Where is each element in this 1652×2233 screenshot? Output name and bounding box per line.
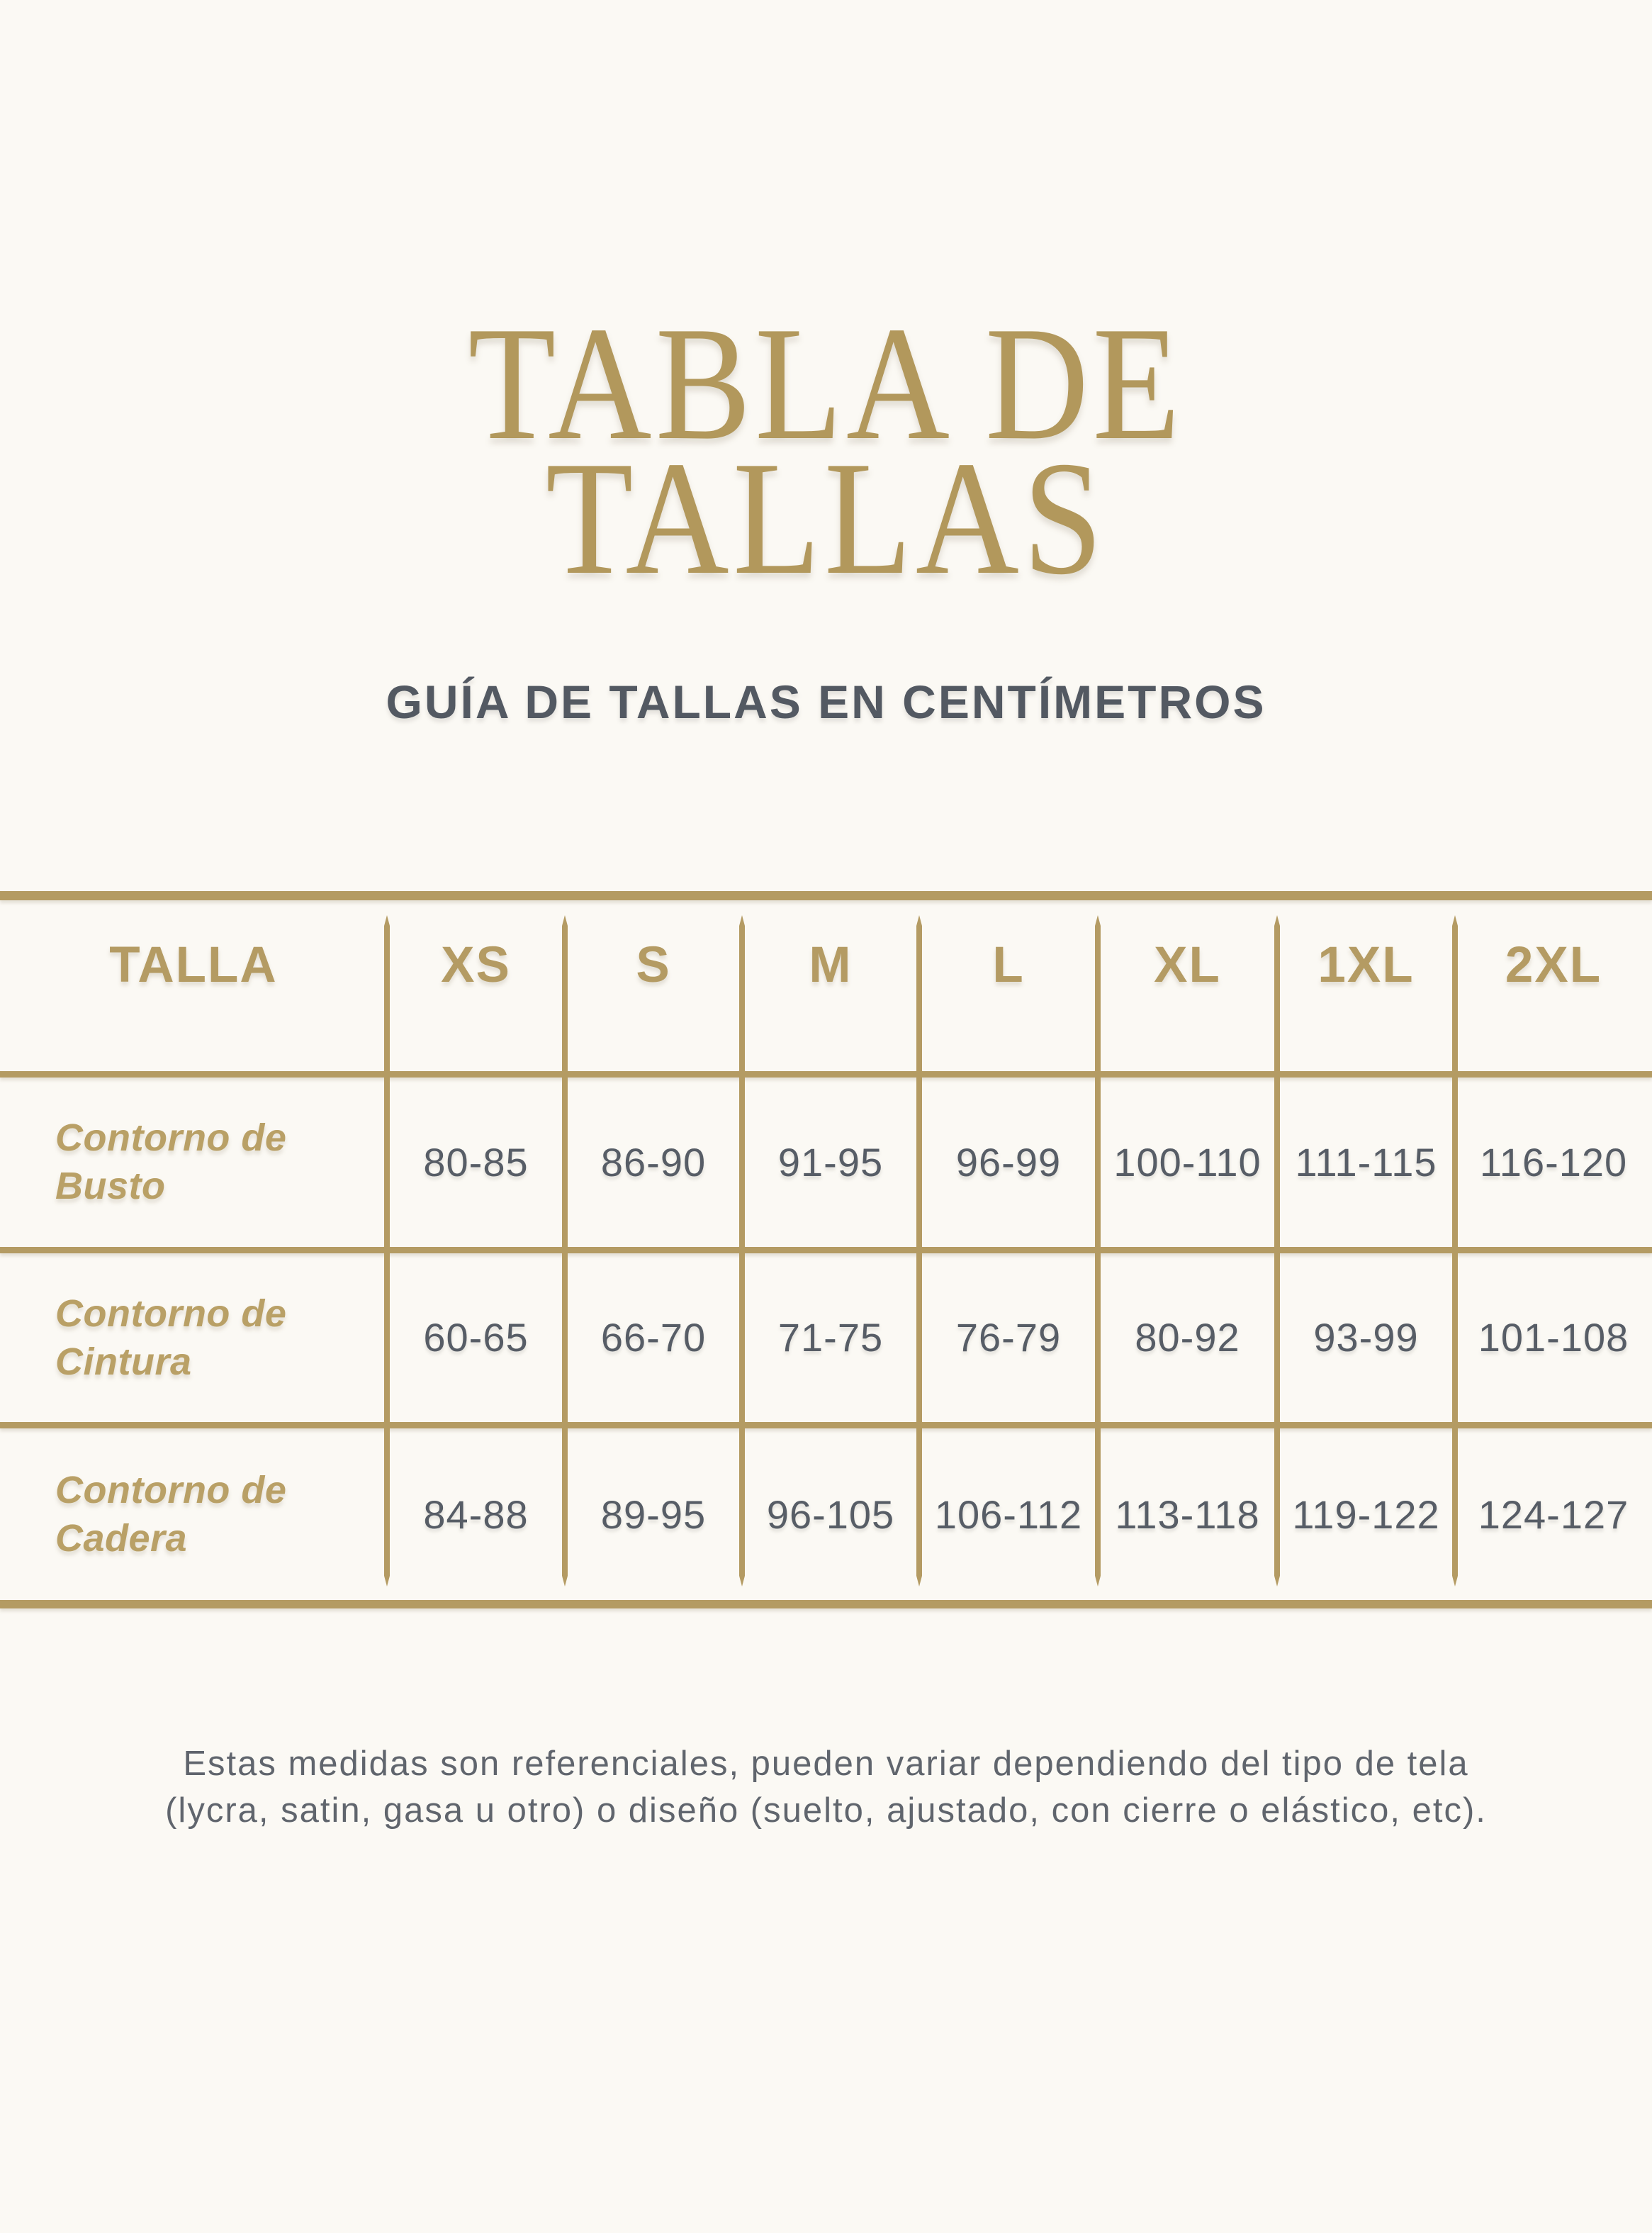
cell-cadera-l: 106-112 — [934, 1492, 1083, 1537]
cell-cintura-1xl: 93-99 — [1313, 1315, 1419, 1360]
footnote — [0, 1740, 1652, 1834]
footnote-line-2: (lycra, satin, gasa u otro) o diseño (suelto, ajustado, con cierre o elástico, etc). — [165, 1791, 1487, 1830]
cell-cintura-xs: 60-65 — [423, 1315, 529, 1360]
page-subtitle: GUÍA DE TALLAS EN CENTÍMETROS — [386, 676, 1266, 728]
row-label-busto-line-1: Contorno de — [55, 1116, 287, 1159]
cell-cintura-l: 76-79 — [955, 1315, 1062, 1360]
cell-cintura-s: 66-70 — [600, 1315, 707, 1360]
row-label-cintura-line-2: Cintura — [55, 1340, 192, 1383]
row-label-cadera-line-2: Cadera — [55, 1517, 188, 1560]
cell-busto-1xl: 111-115 — [1295, 1139, 1437, 1185]
cell-cadera-2xl: 124-127 — [1478, 1492, 1629, 1537]
cell-cadera-1xl: 119-122 — [1292, 1492, 1440, 1537]
header-cell-talla: TALLA — [109, 936, 278, 993]
header-cell-m: M — [809, 936, 853, 993]
row-label-busto-line-2: Busto — [55, 1165, 166, 1207]
header-cell-l: L — [992, 936, 1025, 993]
header-cell-1xl: 1XL — [1317, 936, 1415, 993]
footnote-line-1: Estas medidas son referenciales, pueden variar dependiendo del tipo de tela — [183, 1745, 1469, 1783]
cell-busto-xs: 80-85 — [423, 1139, 529, 1185]
cell-cadera-xl: 113-118 — [1115, 1492, 1260, 1537]
row-label-busto — [0, 1074, 387, 1250]
page-title-line-1: TABLA DE — [468, 292, 1184, 474]
page-title-line-2: TALLAS — [545, 427, 1107, 608]
row-label-cadera — [0, 1425, 387, 1604]
cell-cadera-xs: 84-88 — [423, 1492, 529, 1537]
cell-busto-l: 96-99 — [955, 1139, 1062, 1185]
cell-cadera-m: 96-105 — [766, 1492, 895, 1537]
cell-busto-xl: 100-110 — [1113, 1139, 1262, 1185]
cell-busto-2xl: 116-120 — [1479, 1139, 1628, 1185]
cell-cadera-s: 89-95 — [600, 1492, 707, 1537]
cell-cintura-2xl: 101-108 — [1478, 1315, 1629, 1360]
cell-cintura-xl: 80-92 — [1135, 1315, 1240, 1360]
header-cell-2xl: 2XL — [1505, 936, 1602, 993]
cell-busto-s: 86-90 — [600, 1139, 707, 1185]
cell-busto-m: 91-95 — [777, 1139, 884, 1185]
header-cell-xs: XS — [441, 936, 511, 993]
row-label-cadera-line-1: Contorno de — [55, 1469, 287, 1511]
row-label-cintura — [0, 1250, 387, 1425]
header-cell-s: S — [636, 936, 671, 993]
row-label-cintura-line-1: Contorno de — [55, 1292, 287, 1335]
cell-cintura-m: 71-75 — [777, 1315, 884, 1360]
header-cell-xl: XL — [1154, 936, 1221, 993]
